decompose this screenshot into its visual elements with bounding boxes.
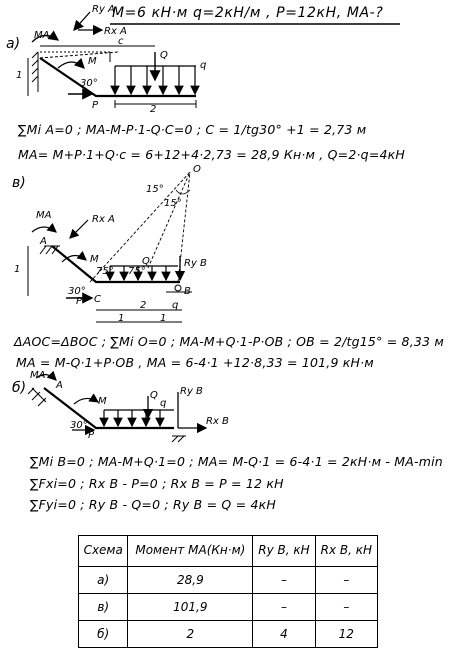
fig-a-rx: Rx A bbox=[104, 26, 127, 37]
fig-v-75b: 75° bbox=[128, 266, 146, 277]
table-cell: 4 bbox=[253, 621, 315, 648]
fig-b-ma: MA bbox=[30, 370, 46, 381]
fig-v-15a: 15° bbox=[146, 184, 164, 195]
fig-v-one-b: 1 bbox=[160, 313, 167, 324]
fig-v-m: M bbox=[90, 254, 99, 265]
part-b-eq2: ∑Fxi=0 ; Rx B - P=0 ; Rx B = P = 12 кН bbox=[30, 476, 284, 491]
fig-b-p: P bbox=[88, 430, 95, 441]
table-header-cell: Схема bbox=[79, 536, 128, 567]
part-v-eq1: ΔAOC=ΔBOC ; ∑Mi O=0 ; MA-M+Q·1-P·OB ; OB = 2/tg15° = 8,33 м bbox=[14, 334, 444, 349]
fig-a-angle: 30° bbox=[80, 78, 98, 89]
part-a-eq2: MA= M+P·1+Q·c = 6+12+4·2,73 = 28,9 Кн·м , Q=2·q=4кН bbox=[18, 147, 405, 162]
fig-a-ry: Ry A bbox=[92, 4, 115, 15]
fig-a-ma: MA bbox=[34, 30, 50, 41]
table-cell: – bbox=[253, 567, 315, 594]
table-cell: – bbox=[315, 594, 377, 621]
fig-a-p: P bbox=[92, 100, 99, 111]
fig-b-angle: 30° bbox=[70, 420, 88, 431]
fig-v-ry: Ry B bbox=[184, 258, 207, 269]
part-v-label: в) bbox=[12, 175, 26, 191]
given-data: M=6 кН·м q=2кН/м , P=12кН, MA-? bbox=[112, 5, 384, 21]
fig-a-two: 2 bbox=[150, 104, 157, 115]
table-cell: – bbox=[315, 567, 377, 594]
table-cell: 12 bbox=[315, 621, 377, 648]
part-v-eq2: MA = M-Q·1+P·OB , MA = 6-4·1 +12·8,33 = 101,9 кН·м bbox=[16, 355, 374, 370]
table-cell: 101,9 bbox=[128, 594, 253, 621]
table-header-cell: Момент MA(Кн·м) bbox=[128, 536, 253, 567]
table-header-row bbox=[79, 536, 378, 567]
table-row bbox=[79, 594, 378, 621]
fig-v-p: P bbox=[76, 296, 83, 307]
table-cell: б) bbox=[79, 621, 128, 648]
part-a-label: а) bbox=[6, 36, 21, 52]
part-a-eq1: ∑Mi A=0 ; MA-M-P·1-Q·C=0 ; C = 1/tg30° +1 = 2,73 м bbox=[18, 122, 367, 137]
fig-b-a: A bbox=[56, 380, 63, 391]
table-header-cell: Ry B, кН bbox=[253, 536, 315, 567]
fig-a-q-res: Q bbox=[160, 50, 168, 61]
pin-support-b bbox=[172, 436, 186, 442]
fig-v-one-left: 1 bbox=[14, 264, 21, 275]
part-b-eq1: ∑Mi B=0 ; MA-M+Q·1=0 ; MA= M-Q·1 = 6-4·1 = 2кН·м - MA-min bbox=[30, 454, 443, 469]
part-b-eq3: ∑Fyi=0 ; Ry B - Q=0 ; Ry B = Q = 4кН bbox=[30, 497, 276, 512]
table-cell: в) bbox=[79, 594, 128, 621]
fig-b-q-res: Q bbox=[150, 390, 158, 401]
fig-v-q-dist: q bbox=[172, 300, 179, 311]
fig-a-q-dist: q bbox=[200, 60, 207, 71]
fig-v-c: C bbox=[94, 294, 101, 305]
table-cell: а) bbox=[79, 567, 128, 594]
fig-v-o: O bbox=[193, 164, 201, 175]
fig-v-b: B bbox=[184, 286, 191, 297]
distributed-load-b bbox=[104, 410, 174, 426]
fig-a-one: 1 bbox=[16, 70, 23, 81]
fig-b-m: M bbox=[98, 396, 107, 407]
fig-v-15b: 15° bbox=[164, 198, 182, 209]
table-cell: 2 bbox=[128, 621, 253, 648]
table-row bbox=[79, 621, 378, 648]
fig-v-rx: Rx A bbox=[92, 214, 115, 225]
fig-v-q-res: Q bbox=[142, 256, 150, 267]
part-b-label: б) bbox=[12, 380, 27, 396]
results-table bbox=[78, 535, 378, 648]
fig-v-ma: MA bbox=[36, 210, 52, 221]
table-cell: – bbox=[253, 594, 315, 621]
fig-b-ry: Ry B bbox=[180, 386, 203, 397]
fig-v-75a: 75° bbox=[96, 266, 114, 277]
fig-b-q-dist: q bbox=[160, 398, 167, 409]
fig-v-two: 2 bbox=[140, 300, 147, 311]
fig-v-a: A bbox=[40, 236, 47, 247]
fig-b-rx: Rx B bbox=[206, 416, 229, 427]
fig-a-m: M bbox=[88, 56, 97, 67]
fig-v-angle: 30° bbox=[68, 286, 86, 297]
table-row bbox=[79, 567, 378, 594]
fig-a-c: c bbox=[118, 36, 124, 47]
fig-v-one-a: 1 bbox=[118, 313, 125, 324]
table-cell: 28,9 bbox=[128, 567, 253, 594]
table-header-cell: Rx B, кН bbox=[315, 536, 377, 567]
support-b-hatch bbox=[28, 388, 46, 406]
